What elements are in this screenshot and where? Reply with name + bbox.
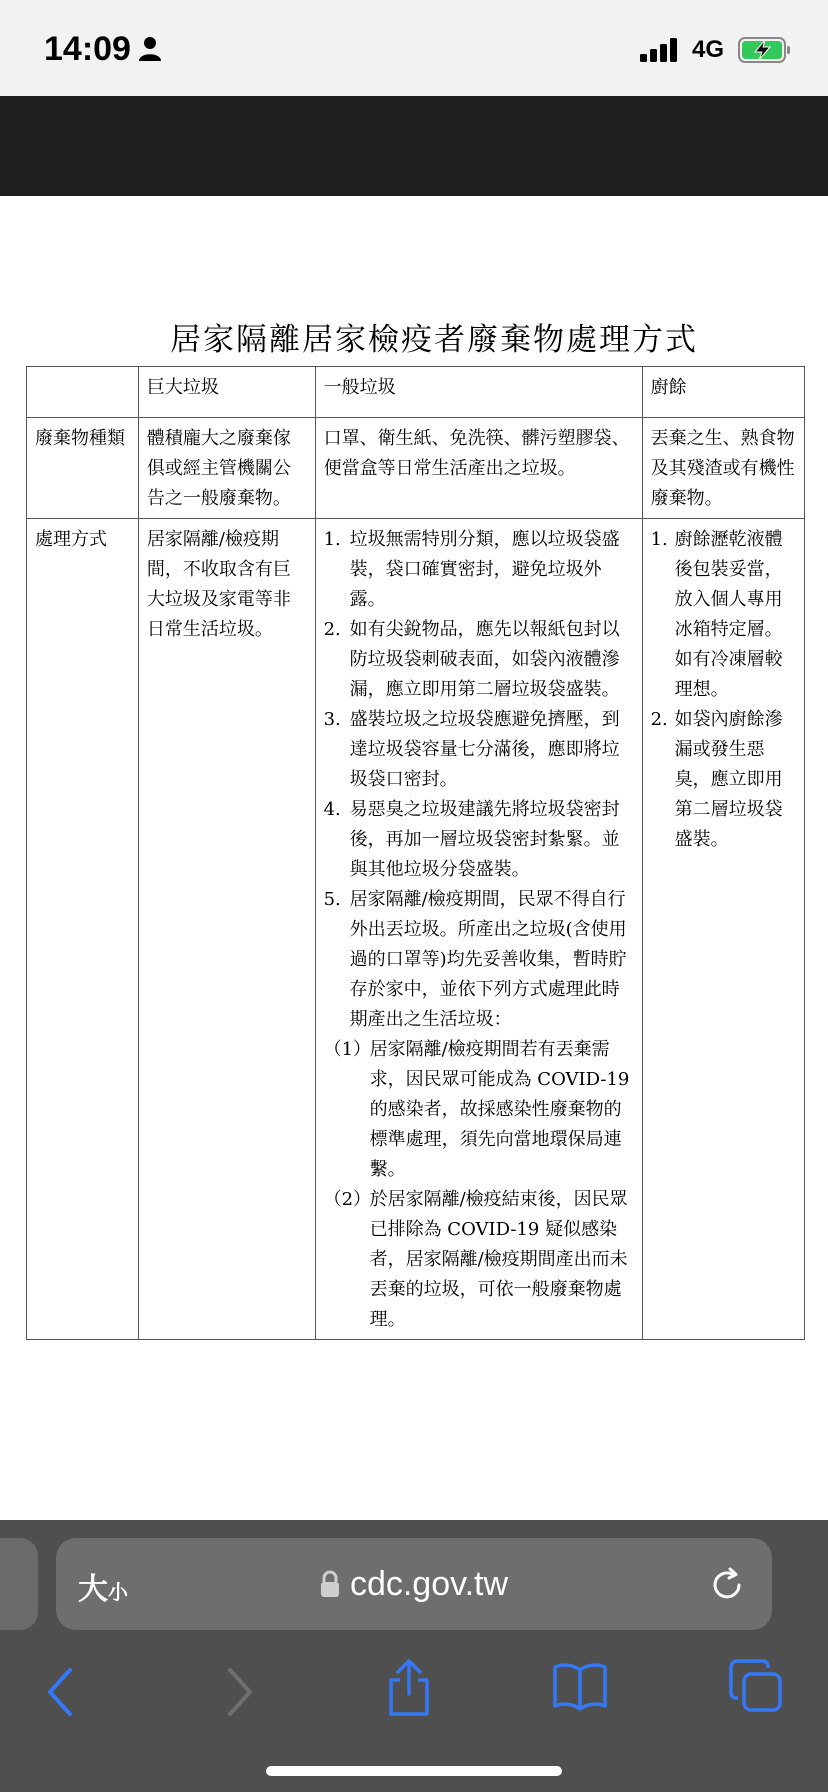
home-indicator bbox=[266, 1766, 562, 1776]
table-row-type bbox=[27, 418, 805, 519]
list-item: 2. 如有尖銳物品，應先以報紙包封以防垃圾袋刺破表面，如袋內液體滲漏，應立即用第二層垃圾袋盛裝。 bbox=[323, 619, 620, 700]
status-bar bbox=[0, 0, 828, 96]
status-time: 14:09 bbox=[44, 30, 131, 68]
back-icon[interactable] bbox=[42, 1666, 78, 1718]
waste-table bbox=[26, 366, 805, 1340]
cell-method-kitchen bbox=[642, 519, 804, 1340]
person-icon bbox=[138, 36, 162, 62]
sub-list-item: （2） 於居家隔離/檢疫結束後，因民眾已排除為 COVID-19 疑似感染者，居家隔離/檢疫期間產出而未丟棄的垃圾，可依一般廢棄物處理。 bbox=[323, 1189, 628, 1330]
sub-list-item: （1） 居家隔離/檢疫期間若有丟棄需求，因民眾可能成為 COVID-19 的感染者，故採感染性廢棄物的標準處理，須先向當地環保局連繫。 bbox=[323, 1039, 630, 1180]
browser-toolbar bbox=[0, 1652, 828, 1742]
browser-bar bbox=[0, 1520, 828, 1792]
header-general: 一般垃圾 bbox=[315, 367, 642, 418]
cell-type-kitchen: 丟棄之生、熟食物及其殘渣或有機性廢棄物。 bbox=[642, 418, 804, 519]
list-item: 4. 易惡臭之垃圾建議先將垃圾袋密封後，再加一層垃圾袋密封紮緊。並與其他垃圾分袋盛裝。 bbox=[323, 799, 620, 880]
reload-icon[interactable] bbox=[708, 1566, 746, 1604]
tabs-icon[interactable] bbox=[728, 1658, 784, 1714]
text-size-button[interactable]: 大小 bbox=[78, 1572, 128, 1607]
list-item: 5. 居家隔離/檢疫期間，民眾不得自行外出丟垃圾。所產出之垃圾(含使用過的口罩等)均先妥善收集，暫時貯存於家中，並依下列方式處理此時期產出之生活垃圾： bbox=[323, 889, 627, 1030]
list-item: 1. 垃圾無需特別分類，應以垃圾袋盛裝，袋口確實密封，避免垃圾外露。 bbox=[323, 529, 620, 610]
list-item: 2. 如袋內廚餘滲漏或發生惡臭，應立即用第二層垃圾袋盛裝。 bbox=[650, 709, 783, 850]
network-type: 4G bbox=[691, 36, 724, 63]
share-icon[interactable] bbox=[386, 1658, 432, 1718]
list-item: 1. 廚餘瀝乾液體後包裝妥當，放入個人專用冰箱特定層。如有冷凍層較理想。 bbox=[650, 529, 783, 700]
address-bar[interactable] bbox=[56, 1538, 772, 1630]
table-header-row bbox=[27, 367, 805, 418]
url-text: cdc.gov.tw bbox=[349, 1564, 509, 1603]
list-item: 3. 盛裝垃圾之垃圾袋應避免擠壓，到達垃圾袋容量七分滿後，應即將垃圾袋口密封。 bbox=[323, 709, 620, 790]
header-empty bbox=[27, 367, 139, 418]
cell-type-general: 口罩、衛生紙、免洗筷、髒污塑膠袋、便當盒等日常生活產出之垃圾。 bbox=[315, 418, 642, 519]
header-kitchen: 廚餘 bbox=[642, 367, 804, 418]
cell-method-bulky: 居家隔離/檢疫期間，不收取含有巨大垃圾及家電等非日常生活垃圾。 bbox=[138, 519, 315, 1340]
signal-icon bbox=[640, 38, 680, 62]
table-row-method bbox=[27, 519, 805, 1340]
document-title: 居家隔離居家檢疫者廢棄物處理方式 bbox=[170, 322, 698, 358]
previous-tab-peek[interactable] bbox=[0, 1538, 38, 1630]
document-view bbox=[0, 196, 828, 1520]
row-label-type: 廢棄物種類 bbox=[27, 418, 139, 519]
header-bulky: 巨大垃圾 bbox=[138, 367, 315, 418]
forward-icon[interactable] bbox=[222, 1666, 258, 1718]
battery-charging-icon bbox=[738, 37, 792, 63]
lock-icon bbox=[320, 1570, 340, 1598]
cell-type-bulky: 體積龐大之廢棄傢俱或經主管機關公告之一般廢棄物。 bbox=[138, 418, 315, 519]
cell-method-general bbox=[315, 519, 642, 1340]
bookmarks-icon[interactable] bbox=[552, 1662, 608, 1712]
page-header-band bbox=[0, 96, 828, 196]
row-label-method: 處理方式 bbox=[27, 519, 139, 1340]
